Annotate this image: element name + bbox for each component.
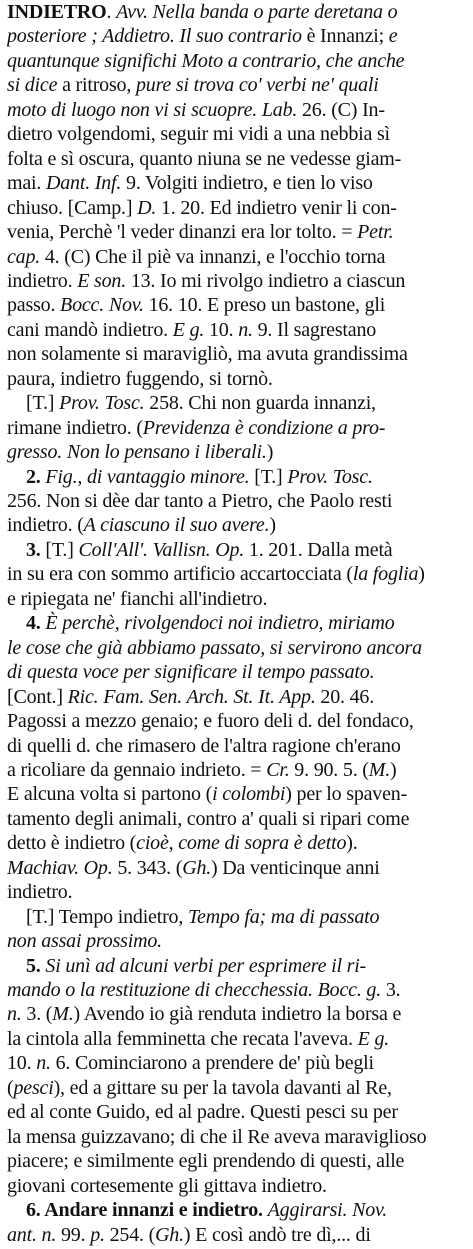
text-run: giovani cortesemente gli gittava indietro. xyxy=(7,1174,327,1197)
text-run: 4. (C) Che il piè va innanzi, e l'occhio torna xyxy=(40,245,386,268)
text-run: venia, Perchè 'l veder dinanzi era lor tolto. = xyxy=(7,221,358,244)
text-run: 16. 10. E preso un bastone, gli xyxy=(143,294,386,317)
text-run: 9. Volgiti indietro, e tien lo viso xyxy=(121,172,373,195)
section-number: 5. xyxy=(26,954,46,977)
italic-run: Cr. xyxy=(266,758,290,781)
text-run: [T.] xyxy=(45,538,79,561)
text-run: chiuso. [Camp.] xyxy=(7,196,138,219)
text-run: 258. Chi non guarda innanzi, xyxy=(144,392,376,415)
italic-run: Tempo fa; ma di passato xyxy=(187,905,380,928)
italic-run: Aggirarsi. Nov. xyxy=(267,1199,388,1222)
text-run: la cintola alla femminetta che recata l'aveva. xyxy=(7,1027,358,1050)
text-run: 3. xyxy=(381,979,401,1001)
text-run: 26. (C) In- xyxy=(297,98,385,121)
italic-run: E g. xyxy=(357,1027,390,1050)
italic-run: D. xyxy=(137,196,157,219)
italic-run: n. xyxy=(238,318,253,341)
italic-run: p. xyxy=(90,1223,105,1246)
text-run: ), ed a gittare su per la tavola davanti al Re, xyxy=(53,1076,392,1099)
text-run: dietro volgendomi, seguir mi vidi a una nebbia sì xyxy=(7,123,390,146)
italic-run: pure si trova co' verbi ne' quali xyxy=(135,74,379,97)
italic-run: Coll'All'. Vallisn. Op. xyxy=(78,538,245,561)
text-run: di quelli d. che rimasero de l'altra ragione ch'erano xyxy=(7,734,401,757)
text-run: ) per lo spaven- xyxy=(285,783,408,806)
section-number: 4. xyxy=(26,612,46,635)
italic-run: Petr. xyxy=(357,221,394,244)
italic-run: A ciascuno il suo avere. xyxy=(83,514,270,537)
text-run: 256. Non si dèe dar tanto a Pietro, che Paolo resti xyxy=(7,490,393,512)
text-run: tamento degli animali, contro a' quali si ripari come xyxy=(7,807,410,830)
text-run: Pagossi a mezzo genaio; e fuoro deli d. del fondaco, xyxy=(7,710,414,733)
headword: INDIETRO xyxy=(7,1,107,23)
italic-run: cap. xyxy=(7,245,41,268)
text-run: ). xyxy=(346,832,358,855)
text-run: ) Da venticinque anni xyxy=(211,856,380,879)
text-run: ) Avendo io già renduta indietro la borsa e xyxy=(73,1003,402,1026)
italic-run: la foglia xyxy=(352,563,419,586)
text-run: [T.] xyxy=(249,465,288,488)
text-run: è Innanzi; xyxy=(301,25,389,48)
text-run: 10. xyxy=(7,1052,37,1075)
italic-run: Dant. Inf. xyxy=(46,172,122,195)
italic-run: Nella banda o parte deretana o xyxy=(147,1,398,23)
italic-run: n. xyxy=(36,1052,51,1075)
italic-run: Prov. Tosc. xyxy=(287,465,373,488)
text-run: rimane indietro. ( xyxy=(7,416,143,439)
italic-run: n. xyxy=(7,1003,22,1026)
italic-run: Avv. xyxy=(116,1,148,23)
text-run: ) xyxy=(266,441,274,464)
italic-run: È perchè, rivolgendoci noi indietro, miriamo xyxy=(45,612,395,635)
text-run: ) E così andò tre dì,... di xyxy=(183,1223,371,1246)
text-run: cani mandò indietro. xyxy=(7,318,173,341)
text-run: [T.] Tempo indietro, xyxy=(26,905,188,928)
section-number: 2. xyxy=(26,465,46,488)
text-run: 20. 46. xyxy=(315,685,375,708)
text-run: 9. Il sagrestano xyxy=(252,318,377,341)
italic-run: si dice xyxy=(7,74,58,97)
text-run: . xyxy=(106,1,117,23)
italic-run: non assai prossimo. xyxy=(7,930,162,953)
text-run: 10. xyxy=(204,318,239,341)
text-run: indietro. xyxy=(7,269,78,292)
text-run: 5. 343. ( xyxy=(112,856,183,879)
italic-run: posteriore ; Addietro. Il suo contrario xyxy=(7,25,302,48)
italic-run: ant. n. xyxy=(7,1223,57,1246)
italic-run: Ric. Fam. Sen. Arch. St. It. App. xyxy=(67,685,316,708)
section-number: 3. xyxy=(26,538,46,561)
italic-run: Machiav. Op. xyxy=(7,856,113,879)
text-run: paura, indietro fuggendo, si tornò. xyxy=(7,367,273,390)
text-run: ) xyxy=(390,758,397,781)
text-run: la mensa guizzavano; di che il Re aveva maraviglioso xyxy=(7,1125,427,1148)
italic-run: cioè, come di sopra è detto xyxy=(136,832,347,855)
text-run: 6. Cominciarono a prendere de' più begli xyxy=(50,1052,374,1075)
text-run: [T.] xyxy=(26,392,60,415)
text-run: a ricoliare da gennaio indrieto. = xyxy=(7,758,267,781)
italic-run: moto di luogo non vi si scuopre. Lab. xyxy=(7,98,298,121)
text-run: [Cont.] xyxy=(7,685,68,708)
text-run: passo. xyxy=(7,294,61,317)
text-run: 254. ( xyxy=(104,1223,156,1246)
text-run: E alcuna volta si partono ( xyxy=(7,783,213,806)
italic-run: di questa voce per significare il tempo passato. xyxy=(7,661,375,684)
italic-run: M. xyxy=(52,1003,74,1026)
text-run: detto è indietro ( xyxy=(7,832,137,855)
text-run: indietro. xyxy=(7,881,73,904)
text-run: ) xyxy=(418,563,425,586)
text-run: indietro. ( xyxy=(7,514,84,537)
italic-run: mando o la restituzione di checchessia. Bocc. g. xyxy=(7,979,382,1001)
italic-run: quantunque significhi Moto a contrario, che anche xyxy=(7,49,405,72)
text-run: ( xyxy=(7,1076,14,1099)
italic-run: M. xyxy=(368,758,391,781)
italic-run: Previdenza è condizione a pro- xyxy=(142,416,386,439)
text-run: in su era con sommo artificio accartocciata ( xyxy=(7,563,353,586)
text-run: piacere; e similmente egli prendendo di questi, alle xyxy=(7,1150,405,1173)
italic-run: Prov. Tosc. xyxy=(59,392,145,415)
text-line xyxy=(7,1221,467,1249)
text-run: 1. 20. Ed indietro venir li con- xyxy=(156,196,397,219)
italic-run: i colombi xyxy=(212,783,286,806)
italic-run: gresso. Non lo pensano i liberali. xyxy=(7,441,267,464)
text-run: 13. Io mi rivolgo indietro a ciascun xyxy=(126,269,406,292)
italic-run: Fig., di vantaggio minore. xyxy=(45,465,250,488)
text-run: a ritroso, xyxy=(57,74,136,97)
text-run: e ripiegata ne' fianchi all'indietro. xyxy=(7,587,268,610)
italic-run: E son. xyxy=(77,269,127,292)
text-run: 9. 90. 5. ( xyxy=(289,758,369,781)
italic-run: Si unì ad alcuni verbi per esprimere il ri- xyxy=(45,954,367,977)
italic-run: Bocc. Nov. xyxy=(60,294,144,317)
text-run: folta e sì oscura, quanto niuna se ne vedesse giam- xyxy=(7,147,402,170)
text-run: ) xyxy=(269,514,276,537)
text-run: 1. 201. Dalla metà xyxy=(244,538,393,561)
text-run: 99. xyxy=(56,1223,91,1246)
section-number: 6. Andare innanzi e indietro. xyxy=(26,1199,268,1222)
text-run: ed al conte Guido, ed al padre. Questi pesci su per xyxy=(7,1101,398,1124)
italic-run: Gh. xyxy=(182,856,212,879)
text-run: non solamente si maravigliò, ma avuta grandissima xyxy=(7,343,408,366)
italic-run: e xyxy=(388,25,398,48)
text-run: mai. xyxy=(7,172,46,195)
italic-run: le cose che già abbiamo passato, si servirono ancora xyxy=(7,636,422,659)
text-run: 3. ( xyxy=(21,1003,53,1026)
italic-run: pesci xyxy=(13,1076,54,1099)
italic-run: E g. xyxy=(172,318,205,341)
italic-run: Gh. xyxy=(155,1223,184,1246)
